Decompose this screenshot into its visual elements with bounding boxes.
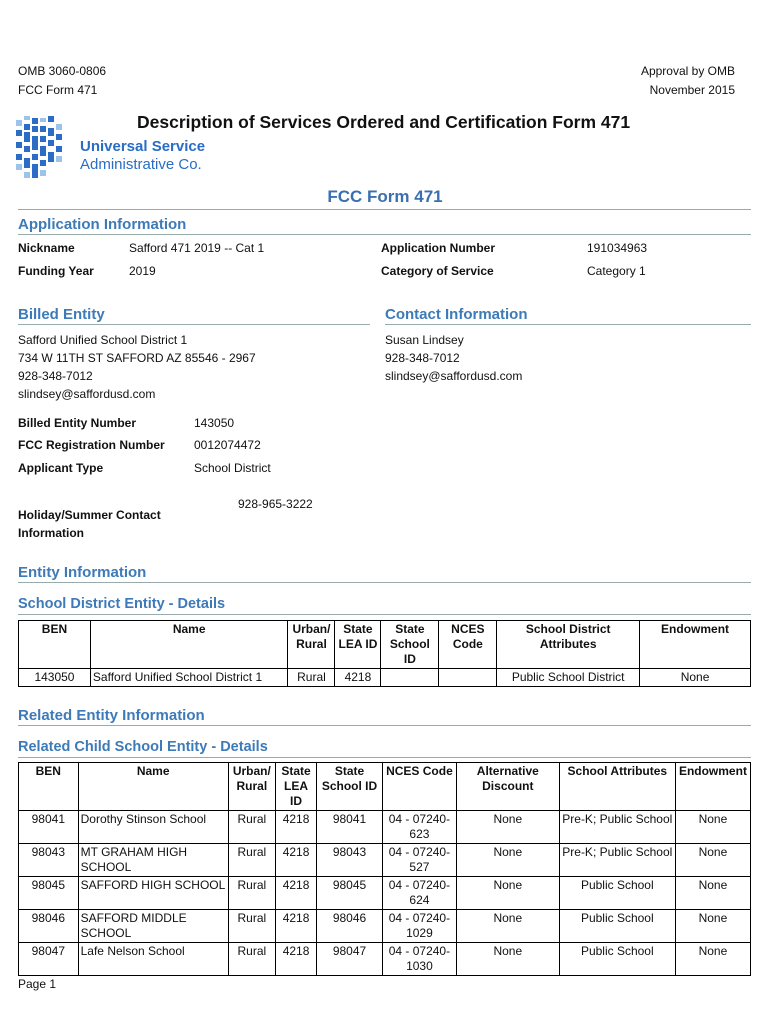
page-number: Page 1 [18,977,57,991]
cell: 98047 [317,943,383,976]
divider [18,614,751,615]
cell: Public School [559,910,675,943]
usac-logo [16,116,216,186]
column-header: NCES Code [439,621,497,669]
table-row [19,844,751,877]
cell: None [675,910,750,943]
funding-year-label: Funding Year [18,264,94,278]
billed-entity-name: Safford Unified School District 1 [18,333,188,347]
nickname-value: Safford 471 2019 -- Cat 1 [129,241,265,255]
cell: MT GRAHAM HIGH SCHOOL [78,844,228,877]
cell: 04 - 07240- 624 [382,877,456,910]
cell: None [640,669,751,687]
column-header: Endowment [675,763,750,811]
form-name: FCC Form 471 [327,187,443,206]
cell: Rural [228,844,275,877]
column-header: NCES Code [382,763,456,811]
cell [381,669,439,687]
cell: Public School District [497,669,640,687]
divider [18,209,751,210]
logo-line-1: Universal Service [80,138,206,155]
contact-email: slindsey@saffordusd.com [385,369,523,383]
form-date: November 2015 [649,83,735,97]
cell: 98041 [19,811,79,844]
cell: 98045 [317,877,383,910]
cell: 98046 [19,910,79,943]
child-table [18,762,751,976]
column-header: Alternative Discount [456,763,559,811]
cell: 98043 [317,844,383,877]
application-heading: Application Information [18,216,187,233]
cell: None [456,877,559,910]
cell: Public School [559,877,675,910]
cell: 4218 [335,669,381,687]
applicant-type-value: School District [194,461,271,475]
holiday-label-line-1: Holiday/Summer Contact [18,508,161,522]
cell: Public School [559,943,675,976]
column-header: State LEA ID [276,763,317,811]
fcc-reg-label: FCC Registration Number [18,438,165,452]
app-number-value: 191034963 [587,241,648,255]
billed-entity-heading: Billed Entity [18,306,105,323]
cell: Rural [228,811,275,844]
divider [18,725,751,726]
cell: None [675,811,750,844]
cell: Rural [228,877,275,910]
divider [18,324,370,325]
cell: 98041 [317,811,383,844]
cell: 98046 [317,910,383,943]
usac-logo-icon [16,116,80,186]
ben-value: 143050 [194,416,235,430]
contact-phone: 928-348-7012 [385,351,460,365]
table-row [19,669,751,687]
cell: Dorothy Stinson School [78,811,228,844]
billed-entity-email: slindsey@saffordusd.com [18,387,156,401]
column-header: BEN [19,621,91,669]
cell: Rural [228,943,275,976]
logo-line-2: Administrative Co. [80,156,202,173]
cell: Pre-K; Public School [559,811,675,844]
cell: 98043 [19,844,79,877]
related-heading: Related Entity Information [18,707,205,724]
table-row [19,811,751,844]
omb-approval: Approval by OMB [640,64,735,78]
entity-heading: Entity Information [18,564,147,581]
funding-year-value: 2019 [129,264,156,278]
cell: 4218 [276,910,317,943]
table-row [19,877,751,910]
app-number-label: Application Number [381,241,496,255]
column-header: Name [90,621,288,669]
cell: 98047 [19,943,79,976]
cell: 4218 [276,811,317,844]
cell: SAFFORD HIGH SCHOOL [78,877,228,910]
holiday-label-line-2: Information [18,526,84,540]
column-header: BEN [19,763,79,811]
cell: 98045 [19,877,79,910]
omb-number: OMB 3060-0806 [18,64,107,78]
column-header: Endowment [640,621,751,669]
cell: None [456,811,559,844]
cell: Lafe Nelson School [78,943,228,976]
cell: None [456,943,559,976]
cell: 04 - 07240- 623 [382,811,456,844]
billed-entity-address: 734 W 11TH ST SAFFORD AZ 85546 - 2967 [18,351,256,365]
category-value: Category 1 [587,264,646,278]
cell: 4218 [276,877,317,910]
table-header-row [19,621,751,669]
cell: 04 - 07240- 527 [382,844,456,877]
district-heading: School District Entity - Details [18,596,226,612]
holiday-phone: 928-965-3222 [238,497,313,511]
cell: 4218 [276,844,317,877]
cell: Pre-K; Public School [559,844,675,877]
cell: 143050 [19,669,91,687]
cell: 04 - 07240- 1029 [382,910,456,943]
cell: None [675,943,750,976]
page-title: Description of Services Ordered and Certification Form 471 [137,112,631,132]
district-table [18,620,751,687]
cell: Rural [228,910,275,943]
billed-entity-phone: 928-348-7012 [18,369,93,383]
column-header: Name [78,763,228,811]
divider [18,582,751,583]
table-row [19,943,751,976]
table-row [19,910,751,943]
table-header-row [19,763,751,811]
cell: SAFFORD MIDDLE SCHOOL [78,910,228,943]
applicant-type-label: Applicant Type [18,461,104,475]
ben-label: Billed Entity Number [18,416,137,430]
column-header: State LEA ID [335,621,381,669]
divider [18,757,751,758]
cell: Safford Unified School District 1 [90,669,288,687]
category-label: Category of Service [381,264,494,278]
cell: 04 - 07240- 1030 [382,943,456,976]
cell [439,669,497,687]
divider [18,234,751,235]
cell: 4218 [276,943,317,976]
column-header: Urban/ Rural [228,763,275,811]
cell: None [675,844,750,877]
column-header: Urban/ Rural [288,621,335,669]
cell: None [675,877,750,910]
cell: None [456,910,559,943]
divider [385,324,751,325]
contact-name: Susan Lindsey [385,333,464,347]
fcc-reg-value: 0012074472 [194,438,261,452]
form-number: FCC Form 471 [18,83,98,97]
column-header: School District Attributes [497,621,640,669]
column-header: State School ID [381,621,439,669]
column-header: State School ID [317,763,383,811]
contact-heading: Contact Information [385,306,528,323]
column-header: School Attributes [559,763,675,811]
cell: Rural [288,669,335,687]
cell: None [456,844,559,877]
child-heading: Related Child School Entity - Details [18,739,268,755]
nickname-label: Nickname [18,241,75,255]
